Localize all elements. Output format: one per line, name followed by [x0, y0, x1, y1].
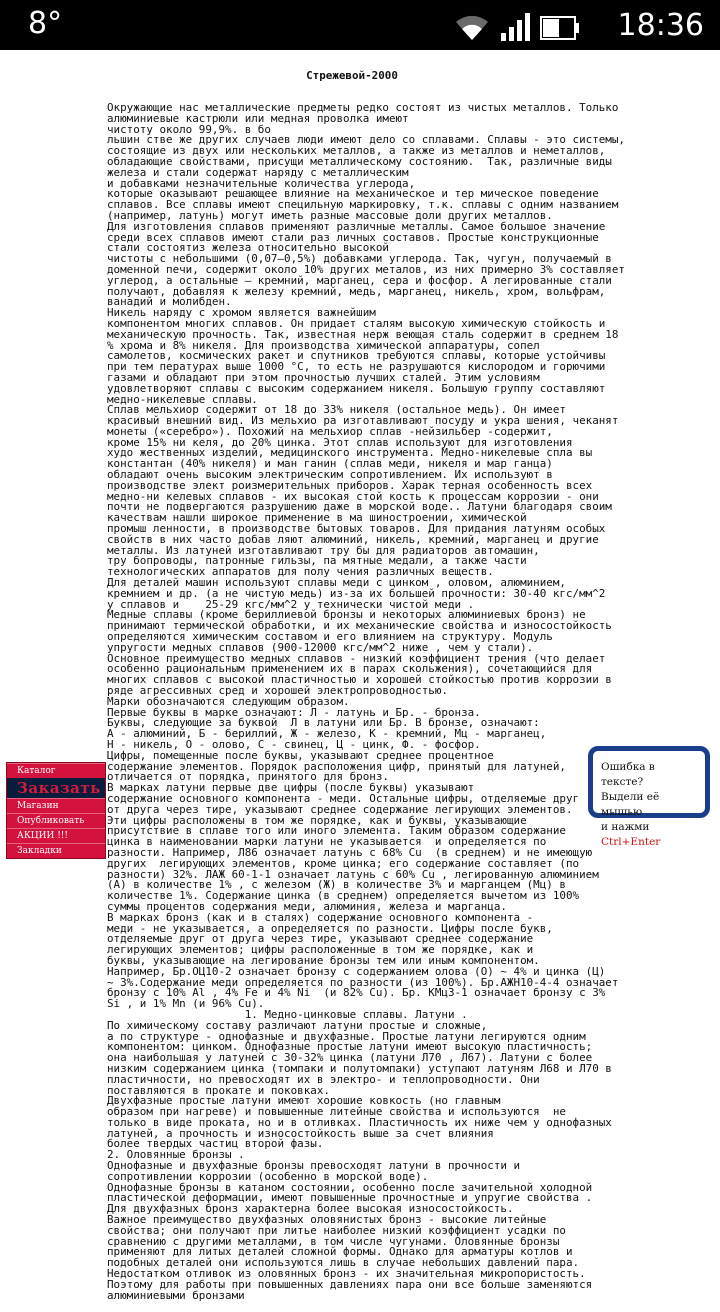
text-line: определяются химическим составом и его влиянием на структуру. Модуль	[107, 630, 553, 644]
text-line: Для двухфазных бронз характерна более высокая износостойкость.	[107, 1202, 514, 1216]
text-line: латуней, а прочность и износостойкость выше за счет влияния	[107, 1126, 494, 1140]
sidebar-item-shop[interactable]: Магазин	[7, 798, 105, 813]
text-line: Например, Бр.ОЦ10-2 означает бронзу с содержанием олова (О) ~ 4% и цинка (Ц)	[107, 964, 606, 978]
text-line: свойства; они получают при литье наиболее низкий коэффициент усадки по	[107, 1223, 566, 1237]
text-line: А - алюминий, Б - бериллий, Ж - железо, К - кремний, Мц - марганец,	[107, 727, 547, 741]
signal-icon	[500, 11, 530, 41]
sidebar-menu	[6, 762, 106, 859]
document-body	[107, 49, 625, 1312]
text-line: содержание основного компонента - меди. Остальные цифры, отделяемые друг	[107, 791, 580, 805]
text-line: присутствие в сплаве того или иного элемента. Таким образом содержание	[107, 824, 566, 838]
text-line: низким содержанием цинка (томпаки и полутомпаки) уступают латуням Л68 и Л70 в	[107, 1061, 612, 1075]
text-line: 1. Медно-цинковые сплавы. Латуни .	[107, 1007, 468, 1021]
text-line: пластической деформации, имеют повышенные прочностные и упругие свойства .	[107, 1191, 593, 1205]
text-line: более твердых частиц второй фазы.	[107, 1137, 324, 1151]
text-line: и добавками незначительные количества углерода,	[107, 176, 416, 190]
weather-temperature: 8°	[28, 6, 63, 41]
text-line: среди всех сплавов имеют стали раз личных составов. Простые конструкционные	[107, 230, 599, 244]
status-bar	[0, 0, 720, 50]
text-line: Сплав мельхиор содержит от 18 до 33% никеля (остальное медь). Он имеет	[107, 403, 566, 417]
text-line: Однофазные бронзы в катаном состоянии, особенно после зачительной холодной	[107, 1180, 593, 1194]
document-text	[107, 100, 625, 1302]
text-line: только в виде проката, но и в отливках. Пластичность их ниже чем у однофазных	[107, 1115, 612, 1129]
text-line: тру бопроводы, патронные гильзы, па мятные медали, а также части	[107, 554, 527, 568]
text-line: алюминиевые кастрюли или медная проволка имеют	[107, 111, 409, 125]
error-box-prefix: и нажми	[601, 821, 650, 833]
text-line: состоящие из двух или нескольких металлов, а также из металлов и неметаллов,	[107, 144, 606, 158]
text-line: железа и стали содержат наряду с металлическим	[107, 165, 409, 179]
error-report-box	[588, 746, 710, 848]
text-line: кремнием и др. (а не чистую медь) из-за их большей прочности: 30-40 кгс/мм^2	[107, 586, 606, 600]
text-line: пластичности, но превосходят их в электро- и теплопроводности. Они	[107, 1072, 540, 1086]
sidebar-item-promotions[interactable]: АКЦИИ !!!	[7, 828, 105, 843]
text-line: при тем пературах выше 1000 °С, то есть не разрушаются кислородом и горючими	[107, 360, 606, 374]
text-line: ванадий и молибден.	[107, 295, 232, 309]
text-line: количестве 1%. Содержание цинка (в среднем) определяется вычетом из 100%	[107, 889, 580, 903]
text-line: отличается от порядка, принятого для бронз.	[107, 770, 389, 784]
text-line: которые оказывают решающее влияние на механическое и тер мическое поведение	[107, 187, 599, 201]
text-line: производстве элект роизмерительных приборов. Харак терная особенность всех	[107, 478, 593, 492]
text-line: Марки обозначаются следующим образом.	[107, 694, 350, 708]
text-line: Окружающие нас металлические предметы редко состоят из чистых металлов. Только	[107, 100, 619, 114]
error-box-line1: Ошибка в тексте?	[601, 761, 655, 788]
text-line: от друга через тире, указывают среднее содержание легирующих элементов.	[107, 802, 573, 816]
text-line: Основное преимущество медных сплавов - низкий коэффициент трения (что делает	[107, 651, 606, 665]
text-line: компонентом многих сплавов. Он придает сталям высокую химическую стойкость и	[107, 316, 606, 330]
text-line: суммы процентов содержания меди, алюминия, железа и марганца.	[107, 899, 507, 913]
text-line: 2. Оловянные бронзы .	[107, 1148, 245, 1162]
text-line: льшин стве же других случаев люди имеют дело со сплавами. Сплавы - это системы,	[107, 133, 625, 147]
text-line: механическую прочность. Так, известная нерж веющая сталь содержит в среднем 18	[107, 327, 619, 341]
text-line: Однофазные и двухфазные бронзы превосходят латуни в прочности и	[107, 1159, 521, 1173]
text-line: Эти цифры расположены в том же порядке, как и буквы, указывающие	[107, 813, 527, 827]
text-line: медно-ни келевых сплавов - их высокая стой кость к процессам коррозии - они	[107, 489, 599, 503]
text-line: красивый внешний вид. Из мельхио ра изготавливают посуду и укра шения, чеканят	[107, 414, 619, 428]
text-line: ряде агрессивных сред и хорошей электропроводностью.	[107, 684, 448, 698]
text-line: упругости медных сплавов (900-12000 кгс/мм^2 ниже , чем у стали).	[107, 640, 534, 654]
order-button[interactable]: Заказать	[7, 778, 105, 798]
text-line: Важное преимущество двухфазных оловянистых бронз - высокие литейные	[107, 1213, 547, 1227]
text-line: Буквы, следующие за буквой Л в латуни или Бр. В бронзе, означают:	[107, 716, 540, 730]
text-line: % хрома и 8% никеля. Для производства химической аппаратуры, сопел	[107, 338, 540, 352]
text-line: Si , и 1% Mn (и 96% Cu).	[107, 997, 265, 1011]
text-line: буквы, указывающие на легирование бронзы тем или иным компонентом.	[107, 953, 540, 967]
sidebar-item-bookmarks[interactable]: Закладки	[7, 843, 105, 858]
text-line: Поэтому для работы при повышенных давлениях пара они все больше заменяются	[107, 1277, 593, 1291]
text-line: Недостатком отливок из оловянных бронз - их значительная микропористость.	[107, 1267, 586, 1281]
text-line: чистоту около 99,9%. в бо	[107, 122, 271, 136]
text-line: цинка в наименовании марки латуни не указывается и определяется по	[107, 835, 547, 849]
text-line: свойств в них часто добав ляют алюминий, никель, кремний, марганец и другие	[107, 532, 599, 546]
text-line: разности) 32%. ЛАЖ 60-1-1 означает латунь с 60% Cu , легированную алюминием	[107, 867, 599, 881]
text-line: кроме 15% ни келя, до 20% цинка. Этот сплав используют для изготовления	[107, 435, 573, 449]
text-line: удовлетворяют сплавы с высоким содержанием никеля. Большую группу составляют	[107, 381, 606, 395]
text-line: По химическому составу различают латуни простые и сложные,	[107, 1018, 488, 1032]
document-title: Стрежевой-2000	[306, 68, 398, 82]
text-line: Медные сплавы (кроме бериллиевой бронзы и некоторых алюминиевых бронз) не	[107, 608, 586, 622]
text-line: стали состоятиз железа относительно высокой	[107, 241, 389, 255]
text-line: Для изготовления сплавов применяют различные металлы. Самое большое значение	[107, 219, 606, 233]
text-line: сравнению с другими металлами, в том числе чугунами. Оловянные бронзы	[107, 1234, 560, 1248]
text-line: газами и обладают при этом прочностью лучших сталей. Этим условиям	[107, 370, 540, 384]
text-line: подобных деталей они используются лишь в случае небольших давлений пара.	[107, 1256, 580, 1270]
text-line: технологических аппаратов для полу чения различных веществ.	[107, 565, 494, 579]
status-icons	[454, 9, 580, 41]
text-line: металлы. Из латуней изготавливают тру бы для радиаторов автомашин,	[107, 543, 540, 557]
error-box-line3	[601, 820, 699, 850]
text-line: компонентом: цинком. Однофазные простые латуни имеют высокую пластичность;	[107, 1040, 593, 1054]
text-line: она наибольшая у латуней с 30-32% цинка (латуни Л70 , Л67). Латуни с более	[107, 1051, 593, 1065]
text-line: разности. Например, Л86 означает латунь с 68% Cu (в среднем) и не имеющую	[107, 845, 593, 859]
text-line: меди - не указывается, а определяется по разности. Цифры после букв,	[107, 921, 553, 935]
clock: 18:36	[617, 8, 704, 43]
text-line: почти не подвергаются разрушению даже в морской воде.. Латуни благодаря своим	[107, 500, 612, 514]
text-line: легирующих элементов; цифры расположенные в том же порядке, как и	[107, 943, 534, 957]
text-line: бронзу с 10% Al , 4% Fe и 4% Ni (и 82% Cu). Бр. КМц3-1 означает бронзу с 3%	[107, 986, 606, 1000]
text-line: обладающие свойствами, присущи металлическому состоянию. Так, различные виды	[107, 154, 612, 168]
battery-icon	[540, 15, 580, 41]
text-line: других легирующих элементов, кроме цинка; его содержание составляет (по	[107, 856, 580, 870]
text-line: обладают очень высоким электрическим сопротивлением. Их используют в	[107, 468, 553, 482]
text-line: содержание элементов. Порядок расположения цифр, принятый для латуней,	[107, 759, 566, 773]
text-line: медно-никелевые сплавы.	[107, 392, 258, 406]
text-line: Цифры, помещенные после буквы, указывают среднее процентное	[107, 748, 494, 762]
text-line: сплавов. Все сплавы имеют специльную маркировку, т.к. сплавы с одним названием	[107, 198, 619, 212]
text-line: алюминиевыми бронзами	[107, 1288, 245, 1302]
text-line: В марках латуни первые две цифры (после буквы) указывают	[107, 781, 475, 795]
sidebar-item-publish[interactable]: Опубликовать	[7, 813, 105, 828]
text-line: худо жественных изделий, медицинского инструмента. Медно-никелевые спла вы	[107, 446, 593, 460]
text-line: монеты («серебро»). Похожий на мельхиор сплав -нейзильбер -содержит,	[107, 424, 553, 438]
text-line: многих сплавов с высокой пластичностью и хорошей стойкостью против коррозии в	[107, 673, 612, 687]
sidebar-item-catalog[interactable]: Каталог	[7, 763, 105, 778]
text-line: Н - никель, О - олово, С - свинец, Ц - цинк, Ф. - фосфор.	[107, 738, 481, 751]
text-line: доменной печи, содержит около 10% других металов, из них примерно 3% составляет	[107, 262, 625, 276]
error-box-line2: Выдели её мышью	[601, 791, 660, 818]
text-line: В марках бронз (как и в сталях) содержание основного компонента -	[107, 910, 534, 924]
text-line: (например, латунь) могут иметь разные массовые доли других металлов.	[107, 208, 553, 222]
text-line: промыш ленности, в производстве бытовых товаров. Для придания латуням особых	[107, 522, 606, 536]
text-line: Первые буквы в марке означают: Л - латунь и Бр. - бронза.	[107, 705, 481, 719]
text-line: качествам нашли широкое применение в ма шиностроении, химической	[107, 511, 527, 525]
text-line: получают, добавляя к железу кремний, медь, марганец, никель, хром, вольфрам,	[107, 284, 606, 298]
text-line: образом при нагреве) и повышенные литейные свойства и используются не	[107, 1105, 566, 1119]
text-line: применяют для литых деталей сложной формы. Однако для арматуры котлов и	[107, 1245, 573, 1259]
text-line: сопротивлении коррозии (особенно в морской воде).	[107, 1169, 429, 1183]
text-line: самолетов, космических ракет и спутников требуются сплавы, которые устойчивы	[107, 349, 606, 363]
text-line: принимают термической обработки, и их механические свойства и износостойкость	[107, 619, 612, 633]
text-line: отделяемые друг от друга через тире, указывают среднее содержание	[107, 932, 534, 946]
text-line: поставляются в прокате и поковках.	[107, 1083, 330, 1097]
text-line: углерод, а остальные — кремний, марганец, сера и фосфор. А легированные стали	[107, 273, 612, 287]
text-line: чистоты с небольшими (0,07–0,5%) добавками углерода. Так, чугун, получаемый в	[107, 252, 612, 266]
text-line: (А) в количестве 1% , с железом (Ж) в количестве 3% и марганцем (Мц) в	[107, 878, 566, 892]
text-line: а по структуре - однофазные и двухфазные. Простые латуни легируются одним	[107, 1029, 586, 1043]
wifi-icon	[454, 13, 490, 41]
text-line: Никель наряду с хромом является важнейшим	[107, 306, 376, 320]
error-box-shortcut: Ctrl+Enter	[601, 836, 661, 848]
text-line: ~ 3%.Содержание меди определяется по разности (из 100%). Бр.АЖН10-4-4 означает	[107, 975, 619, 989]
text-line: Двухфазные простые латуни имеют хорошие ковкость (но главным	[107, 1094, 501, 1108]
text-line: у сплавов и 25-29 кгс/мм^2 у технически чистой меди .	[107, 597, 475, 611]
text-line: особенно рациональным применением их в парах скольжения), сочетающийся для	[107, 662, 593, 676]
text-line: константан (40% никеля) и ман ганин (сплав меди, никеля и мар ганца)	[107, 457, 553, 471]
text-line: Для деталей машин используют сплавы меди с цинком , оловом, алюминием,	[107, 576, 566, 590]
